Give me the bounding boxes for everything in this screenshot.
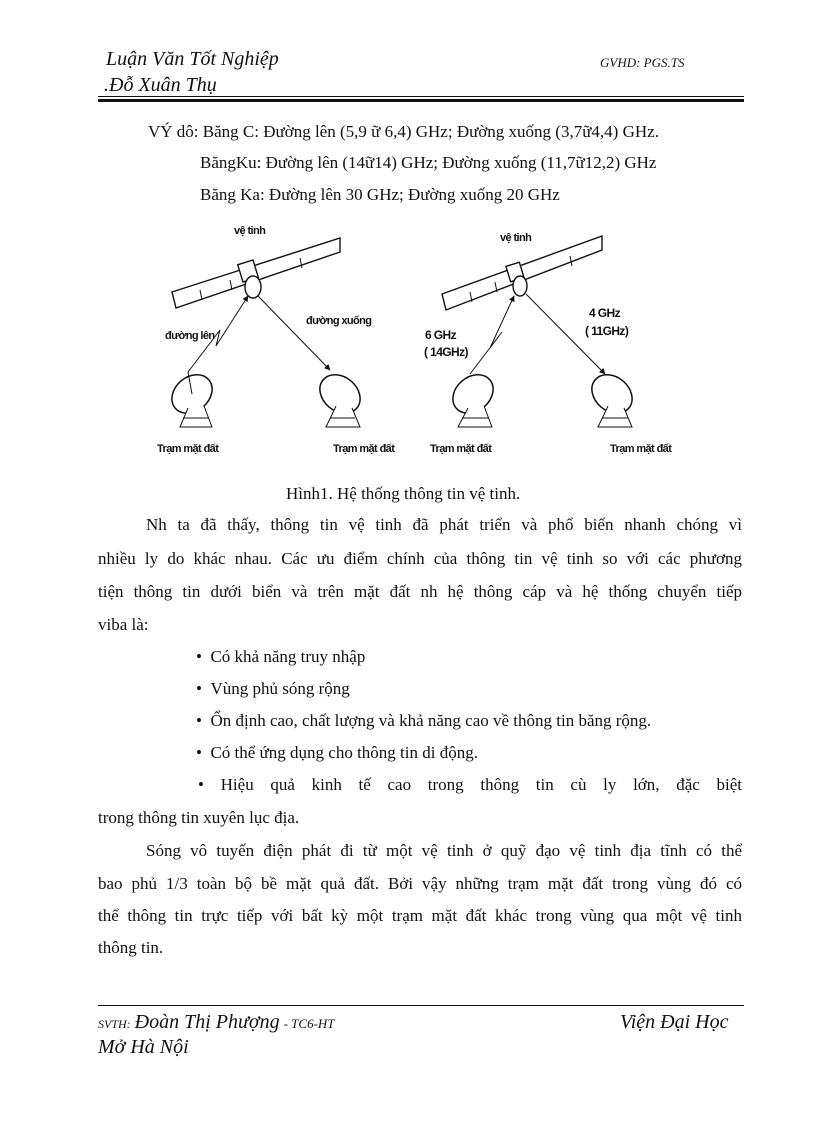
right-up-freq-2: ( 14GHz) [424,345,468,359]
paragraph1-line4: viba là: [98,615,149,634]
figure-caption: Hình1. Hệ thống thông tin vệ tinh. [286,484,521,503]
bullet-item: • Ổn định cao, chất lượng và khả năng cao về thông tin băng rộng. [196,711,652,730]
header-rule-thick [98,99,744,102]
left-uplink-label: đường lên [165,330,215,342]
left-satellite-icon [172,238,340,308]
footer-student-block [98,1011,335,1034]
left-dish-b-icon [312,367,368,427]
bullet-text: Vùng phủ sóng rộng [210,679,350,698]
bullet-text: Ổn định cao, chất lượng và khả năng cao về thông tin băng rộng. [210,711,652,730]
right-satellite-label: vệ tinh [500,232,532,244]
right-dish-a-icon [445,367,501,427]
footer-rule [98,1005,744,1006]
paragraph2-line3: thể thông tin trực tiếp với bất kỳ một trạm mặt đất khác trong vùng qua một vệ tinh [98,906,742,925]
downlink-arrow [258,296,330,370]
right-dish-b-icon [584,367,640,427]
header-rule-thin [98,96,744,97]
example-line-c: VÝ dô: Băng C: Đường lên (5,9 ữ 6,4) GHz; Đường xuống (3,7ữ4,4) GHz. [148,122,659,141]
right-down-freq-2: ( 11GHz) [585,324,629,338]
paragraph1-line2: nhiều ly do khác nhau. Các ưu điểm chính của thông tin vệ tinh so với các phương [98,549,742,568]
uplink-arrow-right [470,296,514,374]
left-station-b-label: Trạm mặt đất [333,443,395,455]
paragraph1-line3: tiện thông tin dưới biển và trên mặt đất nh hệ thông cáp và hệ thống chuyển tiếp [98,582,742,601]
example-line-ku: BăngKu: Đường lên (14ữ14) GHz; Đường xuống (11,7ữ12,2) GHz [200,153,657,172]
right-down-freq-1: 4 GHz [589,306,621,320]
right-station-a-label: Trạm mặt đất [430,443,492,455]
header-advisor: GVHD: PGS.TS [600,55,685,70]
paragraph1-line1: Nh ta đã thấy, thông tin vệ tinh đã phát triển và phổ biến nhanh chóng vì [146,515,742,534]
paragraph2-line1: Sóng vô tuyến điện phát đi từ một vệ tinh ở quỹ đạo vệ tinh địa tĩnh có thể [146,841,742,860]
example-line-ka: Băng Ka: Đường lên 30 GHz; Đường xuống 20 GHz [200,185,560,204]
footer-student-name: Đoàn Thị Phượng [134,1011,280,1033]
paragraph2-line4: thông tin. [98,938,164,957]
right-satellite-icon [442,236,602,310]
bullet-item: • Có khả năng truy nhập [196,647,366,666]
footer-institute-1: Viện Đại Học [620,1011,729,1033]
right-up-freq-1: 6 GHz [425,328,457,342]
left-satellite-label: vệ tinh [234,225,266,237]
footer-class: - TC6-HT [283,1016,335,1031]
bullet-item: • Có thể ứng dụng cho thông tin di động. [196,743,478,762]
left-downlink-label: đường xuống [306,315,372,327]
right-station-b-label: Trạm mặt đất [610,443,672,455]
bullet-item: • Vùng phủ sóng rộng [196,679,350,698]
left-station-a-label: Trạm mặt đất [157,443,219,455]
header-title: Luận Văn Tốt Nghiệp [106,48,279,70]
footer-svth-label: SVTH: [98,1017,131,1031]
bullet-text: Có khả năng truy nhập [210,647,366,666]
bullet-text: Có thể ứng dụng cho thông tin di động. [210,743,478,762]
bullet5-line2: trong thông tin xuyên lục địa. [98,808,300,827]
footer-institute-2: Mở Hà Nội [98,1036,189,1058]
header-author: .Đỗ Xuân Thụ [104,74,217,96]
left-dish-a-icon [164,367,220,427]
bullet5-line1: • Hiệu quả kinh tế cao trong thông tin cù ly lớn, đặc biệt [198,775,742,794]
paragraph2-line2: bao phủ 1/3 toàn bộ bề mặt quả đất. Bởi vậy những trạm mặt đất trong vùng đó có [98,874,742,893]
